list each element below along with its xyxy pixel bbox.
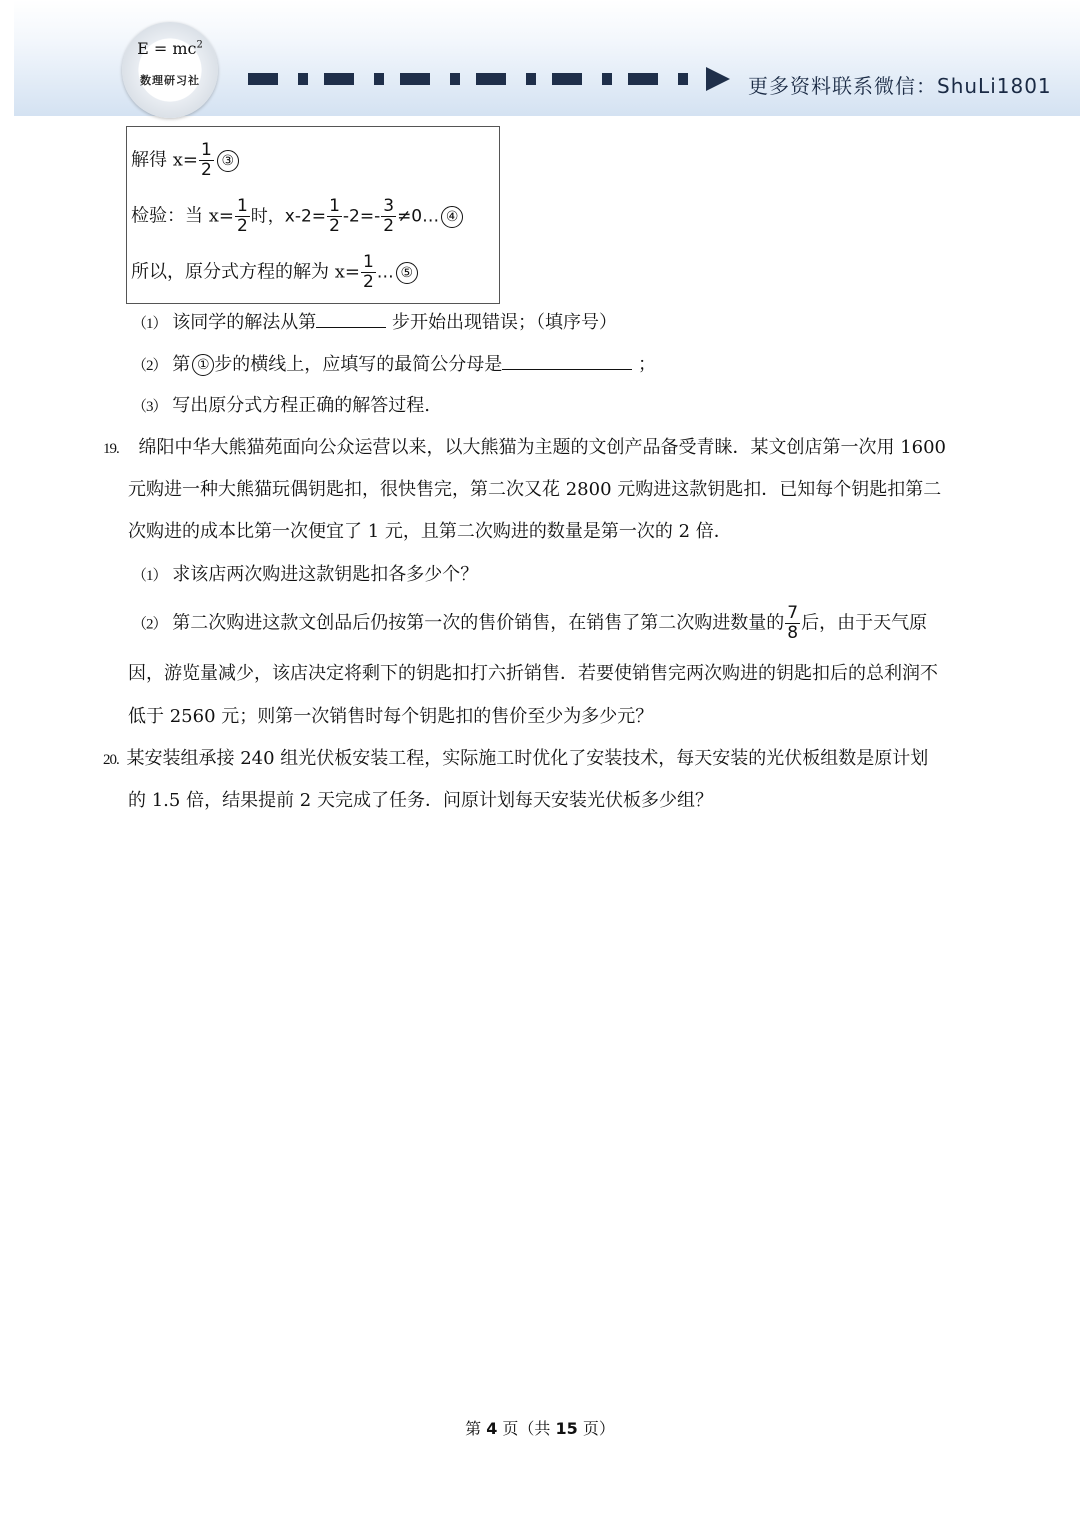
q19-sub2-line3: 低于 2560 元；则第一次销售时每个钥匙扣的售价至少为多少元？ [128,706,654,727]
page-header [14,0,1080,116]
q19-line2: 元购进一种大熊猫玩偶钥匙扣，很快售完，第二次又花 2800 元购进这款钥匙扣．已知每个钥匙扣第二 [128,479,942,500]
question-number: 19. [103,441,119,457]
q18-sub3: （3） 写出原分式方程正确的解答过程. [132,395,430,416]
q19-sub1: （1） 求该店两次购进这款钥匙扣各多少个？ [132,564,479,585]
solution-box [126,126,500,304]
fraction: $\frac{7}{8}$ [787,603,799,643]
q18-sub2: （2） 第 ① 步的横线上，应填写的最简公分母是 ； [132,351,656,378]
q19-sub2: （2） 第二次购进这款文创品后仍按第一次的售价销售，在销售了第二次购进数量的 $\frac{7}{8}$ 后，由于天气原 [132,603,928,643]
solution-step-5: 所以，原分式方程的解为 x= $\frac{1}{2}$ … ⑤ [131,253,418,292]
q20-line2: 的 1.5 倍，结果提前 2 天完成了任务．问原计划每天安装光伏板多少组？ [128,790,713,811]
logo-formula: $E = mc^2$ [137,39,203,58]
logo [122,22,218,118]
fraction: $\frac{1}{2}$ [362,252,374,292]
q19-line1: 19. 绵阳中华大熊猫苑面向公众运营以来，以大熊猫为主题的文创产品备受青睐．某文创店第一次用 1600 [103,437,947,458]
answer-blank[interactable] [316,309,386,328]
fraction: $\frac{1}{2}$ [329,196,340,236]
total-pages: 15 [555,1419,578,1438]
step-mark-1: ① [192,354,214,376]
q20-line1: 20. 某安装组承接 240 组光伏板安装工程，实际施工时优化了安装技术，每天安装的光伏板组数是原计划 [103,748,929,769]
header-dash-line [248,73,718,85]
fraction: $\frac{3}{2}$ [383,196,395,236]
logo-name: 数理研习社 [140,74,200,87]
page-footer: 第 4 页（共 15 页） [465,1419,615,1438]
wechat-contact: 更多资料联系微信：ShuLi1801 [748,74,1052,98]
solution-step-3: 解得 x= $\frac{1}{2}$ ③ [131,141,239,180]
page-number: 4 [486,1419,498,1438]
q19-line3: 次购进的成本比第一次便宜了 1 元，且第二次购进的数量是第一次的 2 倍． [128,521,732,542]
q19-sub2-line2: 因，游览量减少，该店决定将剩下的钥匙扣打六折销售．若要使销售完两次购进的钥匙扣后的总利润不 [128,663,938,684]
fraction: $\frac{1}{2}$ [236,196,248,236]
q18-sub1: （1） 该同学的解法从第 步开始出现错误；（填序号） [132,309,617,336]
solution-step-4: 检验：当 x= $\frac{1}{2}$ 时，x-2= $\frac{1}{2}$ -2=- $\frac{3}{2}$ ≠0… ④ [131,197,463,236]
fraction: $\frac{1}{2}$ [200,140,212,180]
step-mark-5: ⑤ [396,262,418,284]
step-mark-4: ④ [441,206,463,228]
step-mark-3: ③ [217,150,239,172]
answer-blank[interactable] [502,351,632,370]
question-number: 20. [103,752,119,768]
arrow-right-icon [706,67,730,91]
